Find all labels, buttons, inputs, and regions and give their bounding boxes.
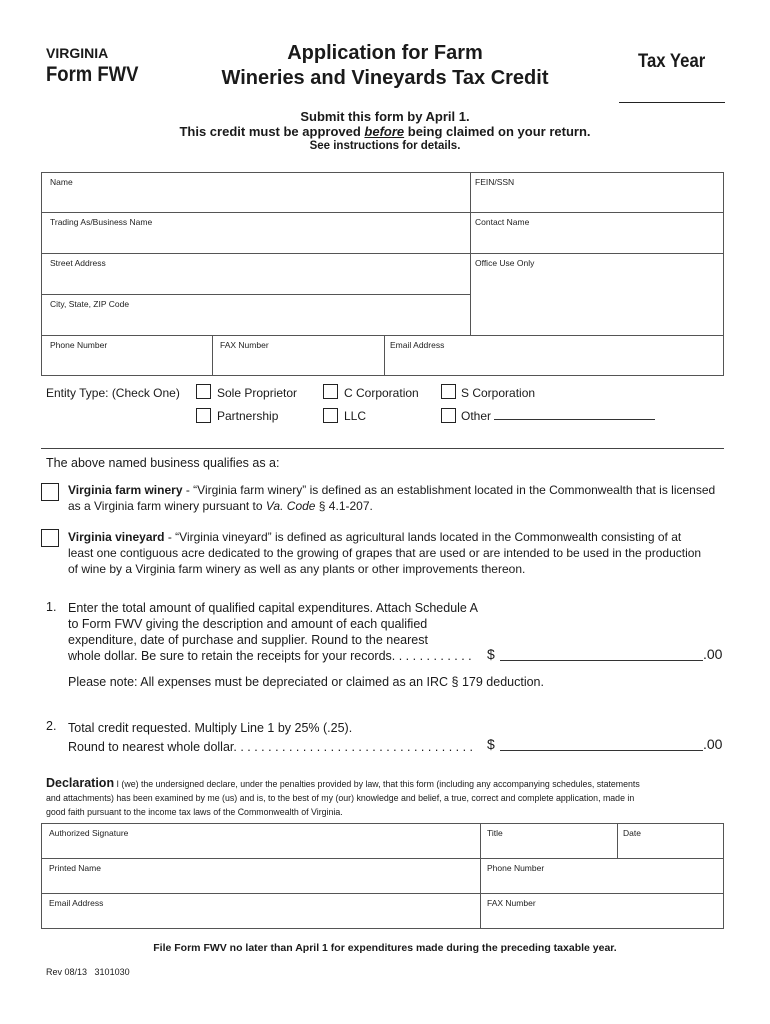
farm-winery-definition bbox=[68, 482, 728, 514]
other-entity-field[interactable] bbox=[494, 419, 655, 420]
form-code: 3101030 bbox=[94, 967, 130, 977]
sole-proprietor-label: Sole Proprietor bbox=[217, 386, 298, 400]
line2-number: 2. bbox=[46, 719, 57, 733]
line2-text2: Round to nearest whole dollar bbox=[68, 740, 234, 754]
filing-deadline-note: File Form FWV no later than April 1 for expenditures made during the preceding taxable year. bbox=[153, 942, 617, 954]
declaration-heading: Declaration bbox=[46, 776, 115, 790]
va-code-ref: Va. Code bbox=[265, 499, 316, 513]
vineyard-definition bbox=[68, 529, 728, 577]
email-field[interactable]: Email Address bbox=[390, 340, 445, 350]
declaration-text bbox=[46, 776, 736, 819]
authorized-signature-field[interactable]: Authorized Signature bbox=[49, 828, 129, 838]
declaration-text1: I (we) the undersigned declare, under the penalties provided by law, that this form (including any accompanying schedules, statements bbox=[114, 779, 640, 789]
farm-winery-bold: Virginia farm winery bbox=[68, 483, 183, 497]
llc-checkbox[interactable] bbox=[323, 408, 338, 423]
signature-grid bbox=[41, 823, 724, 929]
s-corporation-checkbox[interactable] bbox=[441, 384, 456, 399]
date-field[interactable]: Date bbox=[623, 828, 641, 838]
line1-dollar-sign: $ bbox=[487, 646, 495, 662]
sole-proprietor-checkbox[interactable] bbox=[196, 384, 211, 399]
partnership-checkbox[interactable] bbox=[196, 408, 211, 423]
trading-as-field[interactable]: Trading As/Business Name bbox=[50, 217, 153, 227]
signer-fax-field[interactable]: FAX Number bbox=[487, 898, 536, 908]
line2-text1: Total credit requested. Multiply Line 1 by 25% (.25). bbox=[68, 721, 353, 735]
tax-year-field[interactable] bbox=[619, 102, 725, 103]
state-label: VIRGINIA bbox=[46, 45, 109, 61]
contact-name-field[interactable]: Contact Name bbox=[475, 217, 530, 227]
fax-field[interactable]: FAX Number bbox=[220, 340, 269, 350]
qualifies-intro: The above named business qualifies as a: bbox=[46, 456, 280, 470]
city-state-zip-field[interactable]: City, State, ZIP Code bbox=[50, 299, 130, 309]
other-label: Other bbox=[461, 409, 492, 423]
line1-amount-field[interactable] bbox=[500, 660, 703, 661]
line1-description bbox=[68, 600, 478, 664]
name-field[interactable]: Name bbox=[50, 177, 73, 187]
farm-winery-text1: - “Virginia farm winery” is defined as an establishment located in the Commonwealth that is licensed bbox=[182, 483, 716, 497]
line1-text1: Enter the total amount of qualified capital expenditures. Attach Schedule A bbox=[68, 601, 478, 615]
submit-instruction: Submit this form by April 1. bbox=[300, 109, 470, 124]
llc-label: LLC bbox=[344, 409, 367, 423]
approval-emphasis: before bbox=[364, 124, 405, 139]
declaration-text3: good faith pursuant to the income tax laws of the Commonwealth of Virginia. bbox=[46, 807, 343, 817]
printed-name-field[interactable]: Printed Name bbox=[49, 863, 101, 873]
vineyard-text2: least one contiguous acre dedicated to the growing of grapes that are used or are intended to be used in the production bbox=[68, 546, 702, 560]
declaration-text2: and attachments) has been examined by me (us) and is, to the best of my (our) knowledge and belief, a true, correct and complete application, made in bbox=[46, 793, 635, 803]
s-corporation-label: S Corporation bbox=[461, 386, 536, 400]
line2-amount-field[interactable] bbox=[500, 750, 703, 751]
revision-info bbox=[46, 967, 130, 977]
partnership-label: Partnership bbox=[217, 409, 279, 423]
line1-cents: .00 bbox=[703, 646, 723, 662]
line2-cents: .00 bbox=[703, 736, 723, 752]
vineyard-bold: Virginia vineyard bbox=[68, 530, 165, 544]
vineyard-text1: - “Virginia vineyard” is defined as agricultural lands located in the Commonwealth consisting of at bbox=[164, 530, 682, 544]
street-address-field[interactable]: Street Address bbox=[50, 258, 106, 268]
line1-leader-dots: . . . . . . . . . . . . bbox=[391, 649, 472, 663]
line1-text3: expenditure, date of purchase and supplier. Round to the nearest bbox=[68, 633, 428, 647]
see-instructions: See instructions for details. bbox=[309, 140, 461, 152]
signer-email-field[interactable]: Email Address bbox=[49, 898, 104, 908]
approval-post: being claimed on your return. bbox=[404, 124, 591, 139]
fein-ssn-field[interactable]: FEIN/SSN bbox=[475, 177, 515, 187]
c-corporation-label: C Corporation bbox=[344, 386, 419, 400]
line2-dollar-sign: $ bbox=[487, 736, 495, 752]
other-checkbox[interactable] bbox=[441, 408, 456, 423]
farm-winery-text2b: § 4.1-207. bbox=[315, 499, 373, 513]
approval-instruction bbox=[0, 124, 770, 139]
title-field[interactable]: Title bbox=[487, 828, 503, 838]
phone-field[interactable]: Phone Number bbox=[50, 340, 108, 350]
revision-date: Rev 08/13 bbox=[46, 967, 88, 977]
entity-type-label: Entity Type: (Check One) bbox=[46, 386, 180, 400]
applicant-info-grid bbox=[41, 172, 724, 376]
approval-pre: This credit must be approved bbox=[179, 124, 365, 139]
line2-description bbox=[68, 719, 473, 757]
line1-number: 1. bbox=[46, 600, 57, 614]
signer-phone-field[interactable]: Phone Number bbox=[487, 863, 545, 873]
line1-text2: to Form FWV giving the description and amount of each qualified bbox=[68, 617, 428, 631]
farm-winery-text2a: as a Virginia farm winery pursuant to bbox=[68, 499, 266, 513]
line1-text4: whole dollar. Be sure to retain the receipts for your records bbox=[68, 649, 392, 663]
form-name: Form FWV bbox=[46, 63, 139, 86]
office-use-only: Office Use Only bbox=[475, 258, 535, 268]
farm-winery-checkbox[interactable] bbox=[41, 483, 59, 501]
form-title-line2: Wineries and Vineyards Tax Credit bbox=[221, 67, 549, 89]
line2-leader-dots: . . . . . . . . . . . . . . . . . . . . . . . . . . . . . . . . . . . bbox=[233, 740, 474, 754]
c-corporation-checkbox[interactable] bbox=[323, 384, 338, 399]
vineyard-checkbox[interactable] bbox=[41, 529, 59, 547]
vineyard-text3: of wine by a Virginia farm winery as well as any plants or other improvements thereon. bbox=[68, 562, 526, 576]
depreciation-note: Please note: All expenses must be depreciated or claimed as an IRC § 179 deduction. bbox=[68, 675, 544, 689]
section-divider bbox=[41, 448, 724, 449]
tax-year-label: Tax Year bbox=[638, 51, 706, 72]
form-title-line1: Application for Farm bbox=[287, 42, 483, 64]
